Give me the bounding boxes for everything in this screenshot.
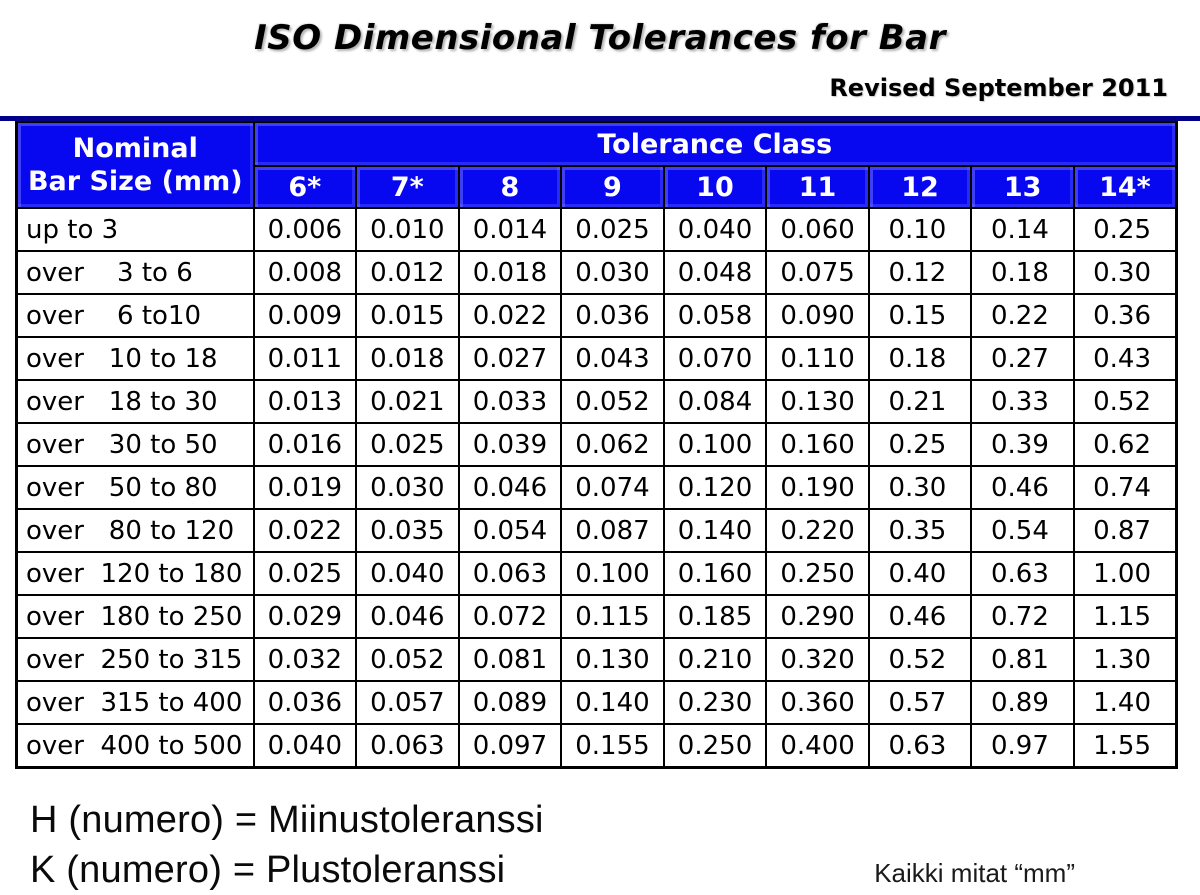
tolerance-class-header: 8 xyxy=(459,166,562,208)
tolerance-value: 0.160 xyxy=(766,423,869,466)
tolerance-value: 0.052 xyxy=(561,380,664,423)
tolerance-value: 0.110 xyxy=(766,337,869,380)
tolerance-value: 0.100 xyxy=(561,552,664,595)
tolerance-value: 0.062 xyxy=(561,423,664,466)
tolerance-value: 0.008 xyxy=(254,251,357,294)
bar-size-label: over 50 to 80 xyxy=(17,466,254,509)
tolerance-value: 0.18 xyxy=(971,251,1074,294)
bar-size-label: over 18 to 30 xyxy=(17,380,254,423)
tolerance-value: 0.087 xyxy=(561,509,664,552)
tolerance-value: 0.320 xyxy=(766,638,869,681)
tolerance-value: 0.027 xyxy=(459,337,562,380)
tolerance-value: 0.97 xyxy=(971,724,1074,768)
tolerance-value: 0.040 xyxy=(664,208,767,251)
tolerance-value: 0.30 xyxy=(869,466,972,509)
tolerance-value: 0.33 xyxy=(971,380,1074,423)
table-row xyxy=(17,681,1177,724)
tolerance-value: 0.190 xyxy=(766,466,869,509)
tolerance-value: 0.040 xyxy=(254,724,357,768)
tolerance-value: 0.089 xyxy=(459,681,562,724)
revision-note: Revised September 2011 xyxy=(829,74,1168,102)
tolerance-value: 0.185 xyxy=(664,595,767,638)
tolerance-value: 0.018 xyxy=(459,251,562,294)
tolerance-value: 0.075 xyxy=(766,251,869,294)
bar-size-label: over 400 to 500 xyxy=(17,724,254,768)
tolerance-value: 0.130 xyxy=(561,638,664,681)
tolerance-value: 0.120 xyxy=(664,466,767,509)
bar-size-label: up to 3 xyxy=(17,208,254,251)
footer xyxy=(30,795,1200,895)
table-row xyxy=(17,552,1177,595)
table-row xyxy=(17,294,1177,337)
tolerance-value: 0.115 xyxy=(561,595,664,638)
tolerance-value: 0.35 xyxy=(869,509,972,552)
table-row xyxy=(17,466,1177,509)
tolerance-value: 0.360 xyxy=(766,681,869,724)
tolerance-value: 0.021 xyxy=(356,380,459,423)
table-header xyxy=(17,122,1177,208)
units-note: Kaikki mitat “mm” xyxy=(874,858,1075,888)
tolerance-value: 0.72 xyxy=(971,595,1074,638)
tolerance-value: 0.52 xyxy=(869,638,972,681)
tolerance-class-header: 9 xyxy=(561,166,664,208)
tolerance-value: 1.40 xyxy=(1074,681,1177,724)
tolerance-value: 0.015 xyxy=(356,294,459,337)
tolerance-value: 0.063 xyxy=(459,552,562,595)
tolerance-value: 0.097 xyxy=(459,724,562,768)
tolerance-class-header: 6* xyxy=(254,166,357,208)
tolerance-value: 0.100 xyxy=(664,423,767,466)
corner-header-line2: Bar Size (mm) xyxy=(27,166,243,197)
bar-size-label: over 180 to 250 xyxy=(17,595,254,638)
tolerance-class-header: 12 xyxy=(869,166,972,208)
tolerance-value: 0.400 xyxy=(766,724,869,768)
tolerance-class-header: 11 xyxy=(766,166,869,208)
tolerance-value: 0.072 xyxy=(459,595,562,638)
tolerance-value: 0.10 xyxy=(869,208,972,251)
tolerance-value: 0.87 xyxy=(1074,509,1177,552)
tolerance-value: 0.43 xyxy=(1074,337,1177,380)
tolerance-value: 0.046 xyxy=(356,595,459,638)
tolerance-value: 0.250 xyxy=(664,724,767,768)
tolerance-value: 0.14 xyxy=(971,208,1074,251)
tolerance-value: 0.40 xyxy=(869,552,972,595)
bar-size-label: over 10 to 18 xyxy=(17,337,254,380)
bar-size-label: over 315 to 400 xyxy=(17,681,254,724)
tolerance-value: 1.00 xyxy=(1074,552,1177,595)
tolerance-value: 0.12 xyxy=(869,251,972,294)
tolerance-value: 0.032 xyxy=(254,638,357,681)
tolerance-value: 0.058 xyxy=(664,294,767,337)
bar-size-label: over 250 to 315 xyxy=(17,638,254,681)
tolerance-value: 0.81 xyxy=(971,638,1074,681)
tolerance-value: 0.074 xyxy=(561,466,664,509)
tolerance-value: 0.048 xyxy=(664,251,767,294)
table-body xyxy=(17,208,1177,768)
tolerance-value: 0.025 xyxy=(356,423,459,466)
tolerance-value: 0.010 xyxy=(356,208,459,251)
table-row xyxy=(17,423,1177,466)
tolerance-value: 0.025 xyxy=(561,208,664,251)
bar-size-label: over 3 to 6 xyxy=(17,251,254,294)
bar-size-label: over 120 to 180 xyxy=(17,552,254,595)
tolerance-value: 0.210 xyxy=(664,638,767,681)
tolerance-value: 0.090 xyxy=(766,294,869,337)
tolerance-class-header: 14* xyxy=(1074,166,1177,208)
page-title: ISO Dimensional Tolerances for Bar xyxy=(254,18,946,58)
tolerance-value: 0.016 xyxy=(254,423,357,466)
tolerance-value: 0.52 xyxy=(1074,380,1177,423)
tolerance-value: 0.36 xyxy=(1074,294,1177,337)
bar-size-label: over 30 to 50 xyxy=(17,423,254,466)
tolerance-value: 0.27 xyxy=(971,337,1074,380)
tolerance-value: 0.014 xyxy=(459,208,562,251)
tolerance-value: 0.30 xyxy=(1074,251,1177,294)
tolerance-value: 0.011 xyxy=(254,337,357,380)
tolerance-value: 1.55 xyxy=(1074,724,1177,768)
tolerance-value: 0.62 xyxy=(1074,423,1177,466)
tolerance-value: 0.21 xyxy=(869,380,972,423)
table-row xyxy=(17,595,1177,638)
tolerance-value: 0.009 xyxy=(254,294,357,337)
tolerance-value: 0.22 xyxy=(971,294,1074,337)
table-row xyxy=(17,509,1177,552)
tolerance-value: 0.043 xyxy=(561,337,664,380)
tolerance-value: 0.63 xyxy=(869,724,972,768)
tolerance-value: 0.035 xyxy=(356,509,459,552)
corner-header-line1: Nominal xyxy=(72,133,198,164)
tolerance-value: 0.039 xyxy=(459,423,562,466)
tolerance-value: 0.130 xyxy=(766,380,869,423)
tolerance-value: 0.081 xyxy=(459,638,562,681)
tolerance-value: 0.022 xyxy=(254,509,357,552)
bar-size-label: over 80 to 120 xyxy=(17,509,254,552)
tolerance-value: 0.39 xyxy=(971,423,1074,466)
legend-plus-tolerance: K (numero) = Plustoleranssi xyxy=(30,849,506,891)
table-row xyxy=(17,208,1177,251)
tolerance-value: 0.036 xyxy=(254,681,357,724)
tolerance-value: 0.013 xyxy=(254,380,357,423)
tolerance-value: 0.018 xyxy=(356,337,459,380)
tolerance-value: 0.033 xyxy=(459,380,562,423)
tolerance-value: 0.74 xyxy=(1074,466,1177,509)
tolerance-value: 0.160 xyxy=(664,552,767,595)
tolerance-value: 1.30 xyxy=(1074,638,1177,681)
tolerance-value: 0.046 xyxy=(459,466,562,509)
corner-header xyxy=(17,122,254,208)
tolerance-value: 0.63 xyxy=(971,552,1074,595)
tolerance-value: 0.25 xyxy=(1074,208,1177,251)
tolerance-value: 0.220 xyxy=(766,509,869,552)
table-row xyxy=(17,380,1177,423)
tolerance-value: 0.54 xyxy=(971,509,1074,552)
tolerance-value: 0.25 xyxy=(869,423,972,466)
tolerance-value: 0.052 xyxy=(356,638,459,681)
tolerance-value: 0.036 xyxy=(561,294,664,337)
tolerance-value: 0.89 xyxy=(971,681,1074,724)
tolerance-value: 0.006 xyxy=(254,208,357,251)
table-row xyxy=(17,638,1177,681)
tolerance-value: 0.155 xyxy=(561,724,664,768)
tolerance-value: 0.060 xyxy=(766,208,869,251)
tolerance-value: 0.030 xyxy=(561,251,664,294)
tolerance-value: 0.057 xyxy=(356,681,459,724)
tolerance-value: 0.012 xyxy=(356,251,459,294)
tolerance-value: 0.019 xyxy=(254,466,357,509)
tolerance-value: 1.15 xyxy=(1074,595,1177,638)
tolerance-value: 0.084 xyxy=(664,380,767,423)
tolerance-value: 0.030 xyxy=(356,466,459,509)
tolerance-value: 0.040 xyxy=(356,552,459,595)
tolerance-value: 0.054 xyxy=(459,509,562,552)
tolerance-value: 0.15 xyxy=(869,294,972,337)
tolerance-class-header: 13 xyxy=(971,166,1074,208)
tolerance-value: 0.063 xyxy=(356,724,459,768)
tolerance-value: 0.250 xyxy=(766,552,869,595)
tolerance-class-header: 10 xyxy=(664,166,767,208)
legend-minus-tolerance: H (numero) = Miinustoleranssi xyxy=(30,799,544,841)
table-row xyxy=(17,337,1177,380)
tolerance-value: 0.140 xyxy=(561,681,664,724)
tolerance-table xyxy=(15,121,1178,769)
group-header: Tolerance Class xyxy=(254,122,1177,166)
tolerance-value: 0.070 xyxy=(664,337,767,380)
table-row xyxy=(17,251,1177,294)
tolerance-value: 0.025 xyxy=(254,552,357,595)
tolerance-value: 0.230 xyxy=(664,681,767,724)
tolerance-class-header: 7* xyxy=(356,166,459,208)
tolerance-value: 0.46 xyxy=(869,595,972,638)
tolerance-value: 0.022 xyxy=(459,294,562,337)
bar-size-label: over 6 to10 xyxy=(17,294,254,337)
tolerance-value: 0.140 xyxy=(664,509,767,552)
tolerance-value: 0.290 xyxy=(766,595,869,638)
tolerance-value: 0.57 xyxy=(869,681,972,724)
tolerance-value: 0.46 xyxy=(971,466,1074,509)
table-row xyxy=(17,724,1177,768)
tolerance-value: 0.18 xyxy=(869,337,972,380)
tolerance-value: 0.029 xyxy=(254,595,357,638)
